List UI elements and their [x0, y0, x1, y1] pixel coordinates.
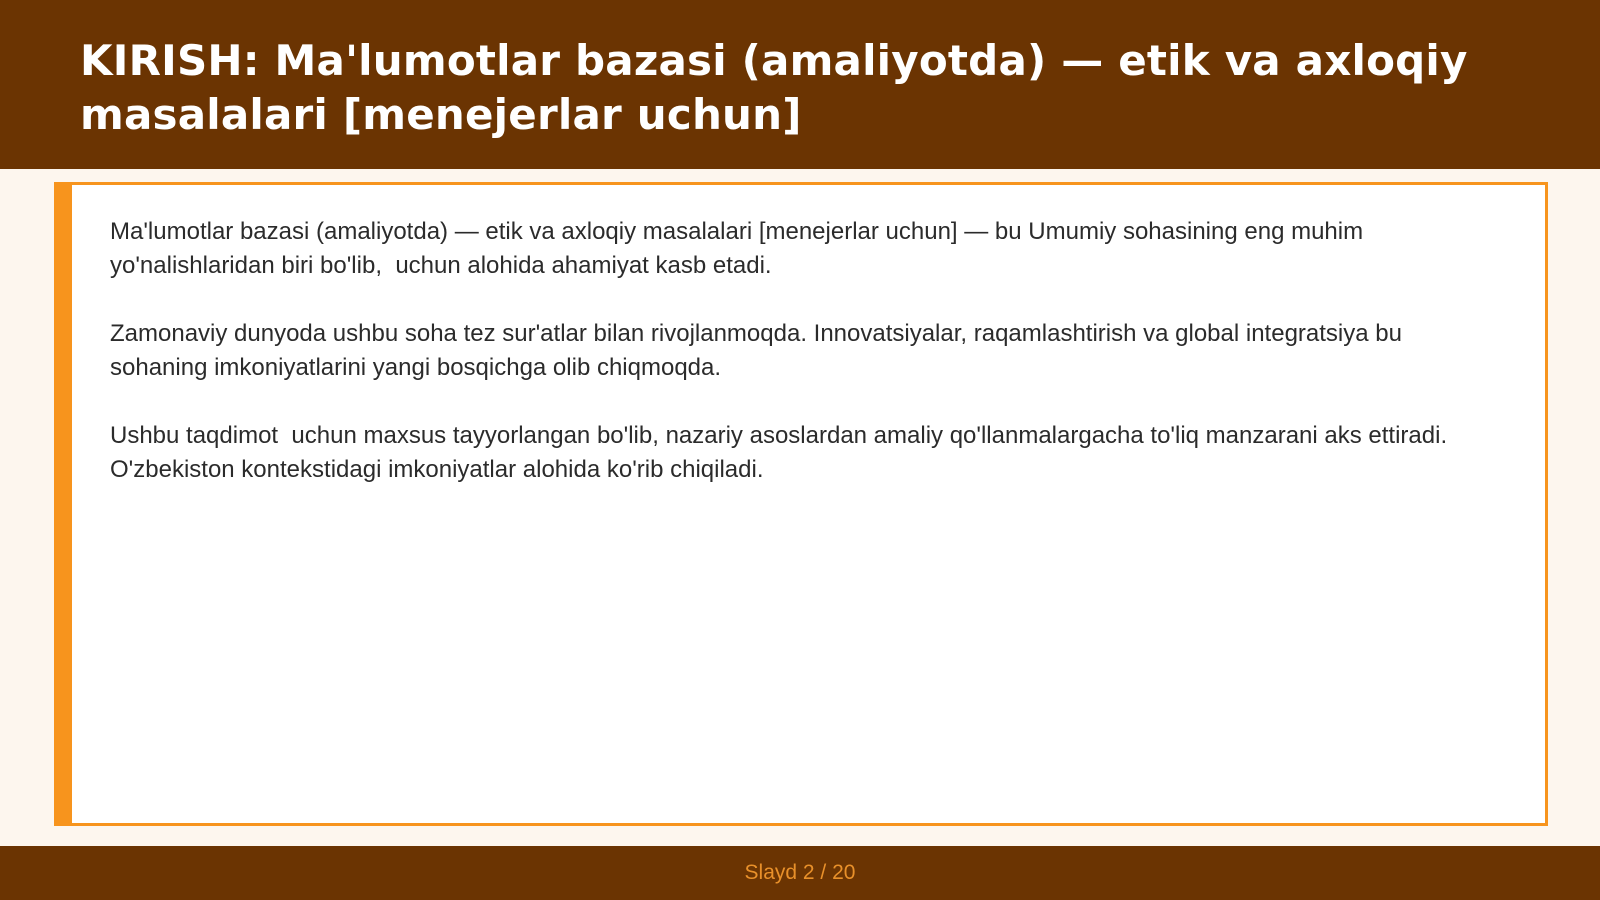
paragraph-modern-world: Zamonaviy dunyoda ushbu soha tez sur'atlar bilan rivojlanmoqda. Innovatsiyalar, raqamlashtirish va global integratsiya bu sohaning imkoniyatlarini yangi bosqichga olib chiqmoqda.: [110, 320, 1409, 381]
paragraph-intro: Ma'lumotlar bazasi (amaliyotda) — etik va axloqiy masalalari [menejerlar uchun] — bu Umumiy sohasining eng muhim yo'nalishlaridan biri bo'lib, uchun alohida ahamiyat kasb etadi.: [110, 218, 1370, 279]
slide-counter: Slayd 2 / 20: [744, 861, 856, 884]
content-panel: [54, 182, 1548, 826]
paragraph-presentation-scope: Ushbu taqdimot uchun maxsus tayyorlangan bo'lib, nazariy asoslardan amaliy qo'llanmalargacha to'liq manzarani aks ettiradi. O'zbekiston kontekstidagi imkoniyatlar alohida ko'rib chiqiladi.: [110, 422, 1454, 483]
slide-footer: [0, 846, 1600, 900]
slide-title: KIRISH: Ma'lumotlar bazasi (amaliyotda) — etik va axloqiy masalalari [menejerlar uchun]: [80, 36, 1468, 139]
slide-header: [0, 0, 1600, 169]
